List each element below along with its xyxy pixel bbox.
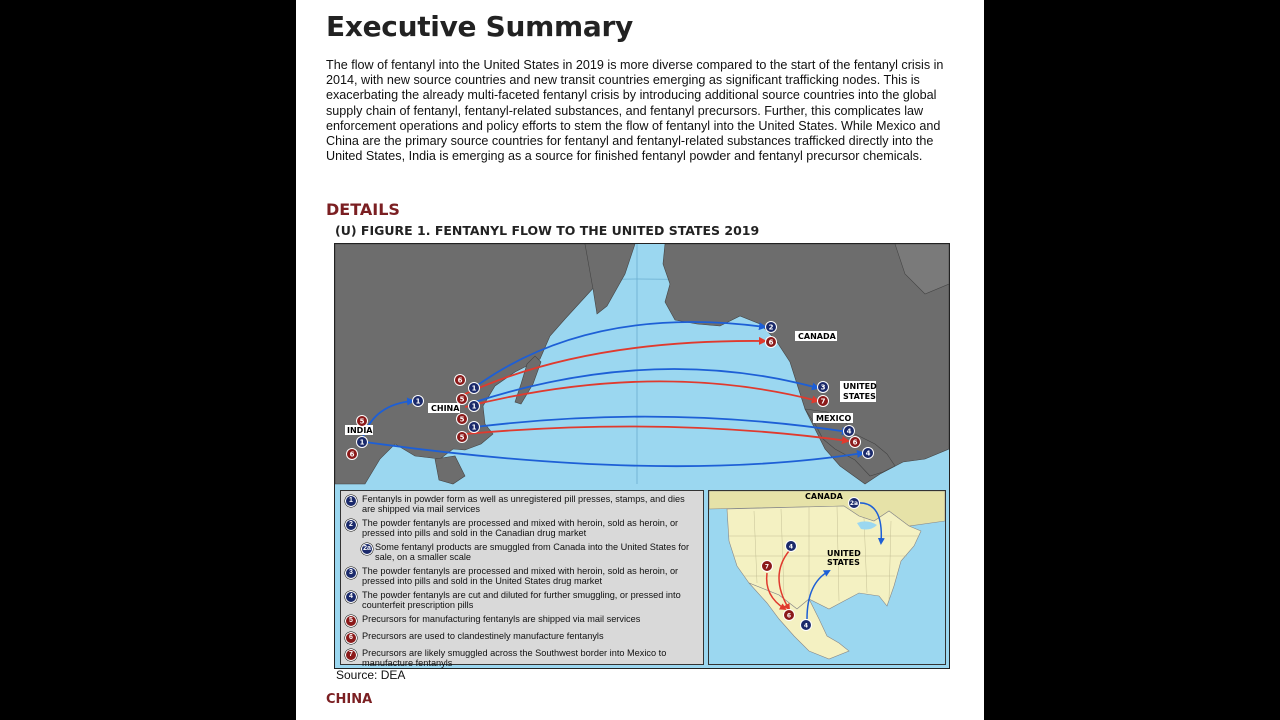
svg-text:6: 6 bbox=[786, 612, 792, 620]
legend-item bbox=[345, 614, 699, 627]
badge-5 bbox=[457, 394, 468, 405]
legend-badge: 5 bbox=[345, 615, 357, 627]
map-label-india: INDIA bbox=[347, 426, 373, 435]
inset-label-canada: CANADA bbox=[805, 492, 843, 501]
badge-7 bbox=[818, 396, 829, 407]
svg-text:5: 5 bbox=[359, 417, 365, 426]
badge-1 bbox=[413, 396, 424, 407]
legend-badge: 3 bbox=[345, 567, 357, 579]
legend-text: The powder fentanyls are processed and mixed with heroin, sold as heroin, or pressed into pills and sold in the Canadian drug market bbox=[362, 518, 679, 538]
svg-text:4: 4 bbox=[846, 427, 852, 436]
svg-text:7: 7 bbox=[820, 397, 826, 406]
map-label-china: CHINA bbox=[431, 404, 460, 413]
svg-text:5: 5 bbox=[459, 433, 465, 442]
intro-paragraph: The flow of fentanyl into the United States in 2019 is more diverse compared to the start of the fentanyl crisis in 2014, with new source countries and new transit countries emerging as significant trafficking nodes. This is exacerbating the already multi-faceted fentanyl crisis by introducing additional source countries into the global supply chain of fentanyl, fentanyl-related substances, and fentanyl precursors. Further, this complicates law enforcement operations and policy efforts to stem the flow of fentanyl into the United States. While Mexico and China are the primary source countries for fentanyl and fentanyl-related substances trafficked directly into the United States, India is emerging as a source for finished fentanyl powder and fentanyl precursor chemicals. bbox=[326, 58, 944, 164]
inset-badge-4 bbox=[801, 620, 812, 631]
badge-2 bbox=[766, 322, 777, 333]
legend-item bbox=[345, 590, 699, 610]
badge-1 bbox=[357, 437, 368, 448]
badge-6 bbox=[455, 375, 466, 386]
svg-text:6: 6 bbox=[852, 438, 858, 447]
figure-source: Source: DEA bbox=[336, 668, 406, 682]
legend-badge: 4 bbox=[345, 591, 357, 603]
svg-text:1: 1 bbox=[471, 423, 477, 432]
map-label-states: STATES bbox=[843, 392, 876, 401]
badge-5 bbox=[457, 432, 468, 443]
legend-badge: 1 bbox=[345, 495, 357, 507]
svg-text:4: 4 bbox=[865, 449, 871, 458]
legend-item bbox=[345, 494, 699, 514]
svg-text:5: 5 bbox=[459, 415, 465, 424]
map-label-united: UNITED bbox=[843, 382, 877, 391]
inset-badge-2a bbox=[849, 498, 860, 509]
map-label-canada: CANADA bbox=[798, 332, 836, 341]
inset-badge-7 bbox=[762, 561, 773, 572]
svg-text:1: 1 bbox=[471, 402, 477, 411]
figure-caption: (U) FIGURE 1. FENTANYL FLOW TO THE UNITED STATES 2019 bbox=[335, 223, 760, 238]
svg-text:4: 4 bbox=[803, 622, 809, 630]
svg-text:1: 1 bbox=[359, 438, 365, 447]
badge-1 bbox=[469, 383, 480, 394]
legend-item bbox=[345, 631, 699, 644]
svg-text:3: 3 bbox=[820, 383, 826, 392]
svg-text:6: 6 bbox=[457, 376, 463, 385]
svg-text:4: 4 bbox=[788, 543, 794, 551]
svg-text:5: 5 bbox=[459, 395, 465, 404]
asia-landmass bbox=[335, 244, 597, 484]
details-heading: DETAILS bbox=[326, 200, 400, 219]
china-heading: CHINA bbox=[326, 692, 373, 707]
inset-label-states: STATES bbox=[827, 558, 860, 567]
figure-legend bbox=[340, 490, 704, 668]
badge-4 bbox=[863, 448, 874, 459]
legend-badge: 2a bbox=[361, 543, 373, 555]
badge-3 bbox=[818, 382, 829, 393]
legend-badge: 6 bbox=[345, 632, 357, 644]
svg-text:7: 7 bbox=[764, 563, 770, 571]
legend-text: Precursors are used to clandestinely manufacture fentanyls bbox=[362, 631, 604, 641]
inset-badge-4 bbox=[786, 541, 797, 552]
svg-text:2: 2 bbox=[768, 323, 774, 332]
legend-text: Precursors for manufacturing fentanyls are shipped via mail services bbox=[362, 614, 641, 624]
legend-item bbox=[345, 542, 699, 562]
badge-5 bbox=[457, 414, 468, 425]
badge-1 bbox=[469, 422, 480, 433]
legend-item bbox=[345, 518, 699, 538]
svg-text:6: 6 bbox=[349, 450, 355, 459]
inset-badge-6 bbox=[784, 610, 795, 621]
badge-6 bbox=[347, 449, 358, 460]
legend-item bbox=[345, 648, 699, 668]
svg-text:1: 1 bbox=[471, 384, 477, 393]
svg-text:1: 1 bbox=[415, 397, 421, 406]
badge-6 bbox=[766, 337, 777, 348]
badge-6 bbox=[850, 437, 861, 448]
legend-text: Some fentanyl products are smuggled from Canada into the United States for sale, on a smaller scale bbox=[375, 542, 690, 562]
inset-label-united: UNITED bbox=[827, 549, 861, 558]
svg-text:2a: 2a bbox=[849, 500, 859, 507]
legend-text: The powder fentanyls are cut and diluted for further smuggling, or pressed into counterfeit prescription pills bbox=[362, 590, 681, 610]
svg-text:6: 6 bbox=[768, 338, 774, 347]
legend-text: Fentanyls in powder form as well as unregistered pill presses, stamps, and dies are shipped via mail services bbox=[362, 494, 685, 514]
page-title: Executive Summary bbox=[326, 10, 633, 43]
legend-text: Precursors are likely smuggled across the Southwest border into Mexico to manufacture fentanyls bbox=[362, 648, 667, 668]
legend-badge: 2 bbox=[345, 519, 357, 531]
legend-text: The powder fentanyls are processed and mixed with heroin, sold as heroin, or pressed into pills and sold in the United States drug market bbox=[362, 566, 679, 586]
badge-5 bbox=[357, 416, 368, 427]
badge-4 bbox=[844, 426, 855, 437]
inset-map bbox=[708, 490, 946, 665]
document-page bbox=[296, 0, 984, 720]
fentanyl-flow-figure bbox=[334, 243, 950, 669]
map-label-mexico: MEXICO bbox=[816, 414, 852, 423]
badge-1 bbox=[469, 401, 480, 412]
north-america-landmass bbox=[663, 244, 949, 484]
legend-item bbox=[345, 566, 699, 586]
legend-badge: 7 bbox=[345, 649, 357, 661]
